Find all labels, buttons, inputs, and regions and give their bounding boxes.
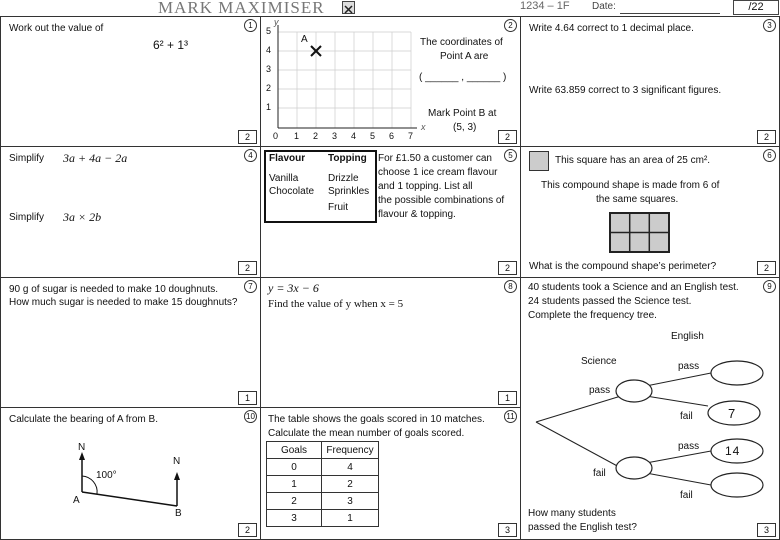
flavour-header: Flavour xyxy=(269,153,306,164)
english-fail-fail-oval xyxy=(711,473,763,497)
fail-value: 7 xyxy=(728,406,736,421)
q4-expression1: 3a + 4a − 2a xyxy=(63,151,128,165)
q6-question: What is the compound shape’s perimeter? xyxy=(529,261,717,272)
question-7 xyxy=(0,277,261,408)
topping-item: Drizzle xyxy=(328,173,359,184)
table-header: Goals xyxy=(267,442,322,459)
q10-number: 10 xyxy=(244,410,257,423)
q5-line: For £1.50 a customer can xyxy=(378,153,492,164)
branch-label: fail xyxy=(680,411,693,422)
science-pass-oval xyxy=(616,380,652,402)
q1-marks: 2 xyxy=(238,130,257,144)
q1-text: Work out the value of xyxy=(9,23,104,34)
x-tick: 1 xyxy=(294,131,300,141)
q7-line1: 90 g of sugar is needed to make 10 doughnuts. xyxy=(9,284,219,295)
x-tick: 5 xyxy=(370,131,376,141)
q8-number: 8 xyxy=(504,280,517,293)
branch-label: pass xyxy=(678,441,700,452)
science-label: Science xyxy=(581,356,617,367)
q9-question1: How many students xyxy=(528,508,616,519)
point-b-label: B xyxy=(175,508,182,519)
question-10 xyxy=(0,407,261,540)
q6-number: 6 xyxy=(763,149,776,162)
q11-marks: 3 xyxy=(498,523,517,537)
q7-line2: How much sugar is needed to make 15 doughnuts? xyxy=(9,297,238,308)
q2-mark-line2: (5, 3) xyxy=(453,122,477,133)
q3-number: 3 xyxy=(763,19,776,32)
square-shape xyxy=(529,151,549,171)
q5-line: choose 1 ice cream flavour xyxy=(378,167,498,178)
q6-line2: This compound shape is made from 6 of xyxy=(541,180,720,191)
close-icon[interactable] xyxy=(342,1,355,14)
science-fail-oval xyxy=(616,457,652,479)
q4-expression2: 3a × 2b xyxy=(63,210,102,224)
date-label: Date: xyxy=(592,1,616,12)
q5-number: 5 xyxy=(504,149,517,162)
x-tick: 2 xyxy=(313,131,319,141)
table-header: Frequency xyxy=(322,442,379,459)
frequency-tree xyxy=(521,278,779,539)
total-score: /22 xyxy=(733,0,779,15)
q8-equation: y = 3x − 6 xyxy=(268,281,319,295)
compound-shape xyxy=(609,212,671,254)
q7-marks: 1 xyxy=(238,391,257,405)
question-3 xyxy=(520,16,780,147)
q9-number: 9 xyxy=(763,280,776,293)
q11-number: 11 xyxy=(504,410,517,423)
question-5 xyxy=(260,146,521,278)
x-tick: 0 xyxy=(273,131,279,141)
sheet-code: 1234 – 1F xyxy=(520,0,570,12)
question-2 xyxy=(260,16,521,147)
branch-label: pass xyxy=(589,385,611,396)
topping-item: Fruit xyxy=(328,202,348,213)
branch-label: fail xyxy=(680,490,693,501)
point-a-label: A xyxy=(73,495,80,506)
q6-line3: the same squares. xyxy=(596,194,679,205)
topping-item: Sprinkles xyxy=(328,186,370,197)
x-tick: 7 xyxy=(408,131,414,141)
branch-label: fail xyxy=(593,468,606,479)
q2-coord-line2: Point A are xyxy=(440,51,489,62)
north-label: N xyxy=(78,442,86,453)
table-row: 0 4 xyxy=(267,459,379,476)
x-tick: 4 xyxy=(351,131,357,141)
y-axis-label: y xyxy=(274,17,279,27)
q4-label1: Simplify xyxy=(9,153,45,164)
q2-mark-line1: Mark Point B at xyxy=(428,108,497,119)
north-label: N xyxy=(173,456,181,467)
y-tick: 4 xyxy=(266,45,272,55)
q10-text: Calculate the bearing of A from B. xyxy=(9,414,158,425)
q5-line: flavour & topping. xyxy=(378,209,456,220)
q6-line1: This square has an area of 25 cm². xyxy=(555,155,711,166)
table-row: 1 2 xyxy=(267,476,379,493)
date-input[interactable] xyxy=(620,13,720,14)
x-axis-label: x xyxy=(421,122,426,132)
q5-line: and 1 topping. List all xyxy=(378,181,473,192)
q1-number: 1 xyxy=(244,19,257,32)
q2-coord-line1: The coordinates of xyxy=(420,37,503,48)
question-11 xyxy=(260,407,521,540)
x-tick: 3 xyxy=(332,131,338,141)
q3-text2: Write 63.859 correct to 3 significant figures. xyxy=(529,85,722,96)
question-8 xyxy=(260,277,521,408)
q8-question: Find the value of y when x = 5 xyxy=(268,298,404,310)
bearing-diagram xyxy=(1,408,201,528)
coordinate-grid[interactable] xyxy=(261,17,421,147)
q9-line1: 40 students took a Science and an English test. xyxy=(528,282,739,293)
q1-expression: 6² + 1³ xyxy=(153,38,189,52)
table-row: 2 3 xyxy=(267,493,379,510)
q6-marks: 2 xyxy=(757,261,776,275)
x-tick: 6 xyxy=(389,131,395,141)
flavour-item: Chocolate xyxy=(269,186,315,197)
q11-line2: Calculate the mean number of goals scored. xyxy=(268,428,465,439)
app-title: MARK MAXIMISER xyxy=(158,0,325,17)
q5-line: the possible combinations of xyxy=(378,195,505,206)
q7-number: 7 xyxy=(244,280,257,293)
angle-label: 100° xyxy=(96,470,117,481)
question-1 xyxy=(0,16,261,147)
question-9 xyxy=(520,277,780,540)
q4-label2: Simplify xyxy=(9,212,45,223)
q2-coord-answer[interactable]: ( ______ , ______ ) xyxy=(419,72,507,83)
header xyxy=(0,0,780,16)
q9-line2: 24 students passed the Science test. xyxy=(528,296,692,307)
pass-value: 14 xyxy=(725,444,741,458)
question-4 xyxy=(0,146,261,278)
y-tick: 2 xyxy=(266,83,272,93)
q10-marks: 2 xyxy=(238,523,257,537)
y-tick: 5 xyxy=(266,26,272,36)
flavour-item: Vanilla xyxy=(269,173,299,184)
y-tick: 3 xyxy=(266,64,272,74)
q8-marks: 1 xyxy=(498,391,517,405)
point-a-label: A xyxy=(301,34,308,45)
q2-marks: 2 xyxy=(498,130,517,144)
branch-label: pass xyxy=(678,361,700,372)
table-row: 3 1 xyxy=(267,510,379,527)
q4-number: 4 xyxy=(244,149,257,162)
english-label: English xyxy=(671,331,704,342)
y-tick: 1 xyxy=(266,102,272,112)
q9-marks: 3 xyxy=(757,523,776,537)
english-pass-pass-oval xyxy=(711,361,763,385)
topping-header: Topping xyxy=(328,153,367,164)
q9-question2: passed the English test? xyxy=(528,522,637,533)
question-6 xyxy=(520,146,780,278)
q3-text1: Write 4.64 correct to 1 decimal place. xyxy=(529,23,694,34)
q5-marks: 2 xyxy=(498,261,517,275)
q4-marks: 2 xyxy=(238,261,257,275)
q3-marks: 2 xyxy=(757,130,776,144)
q11-line1: The table shows the goals scored in 10 matches. xyxy=(268,414,485,425)
q9-line3: Complete the frequency tree. xyxy=(528,310,657,321)
goals-table xyxy=(266,441,379,527)
q2-number: 2 xyxy=(504,19,517,32)
